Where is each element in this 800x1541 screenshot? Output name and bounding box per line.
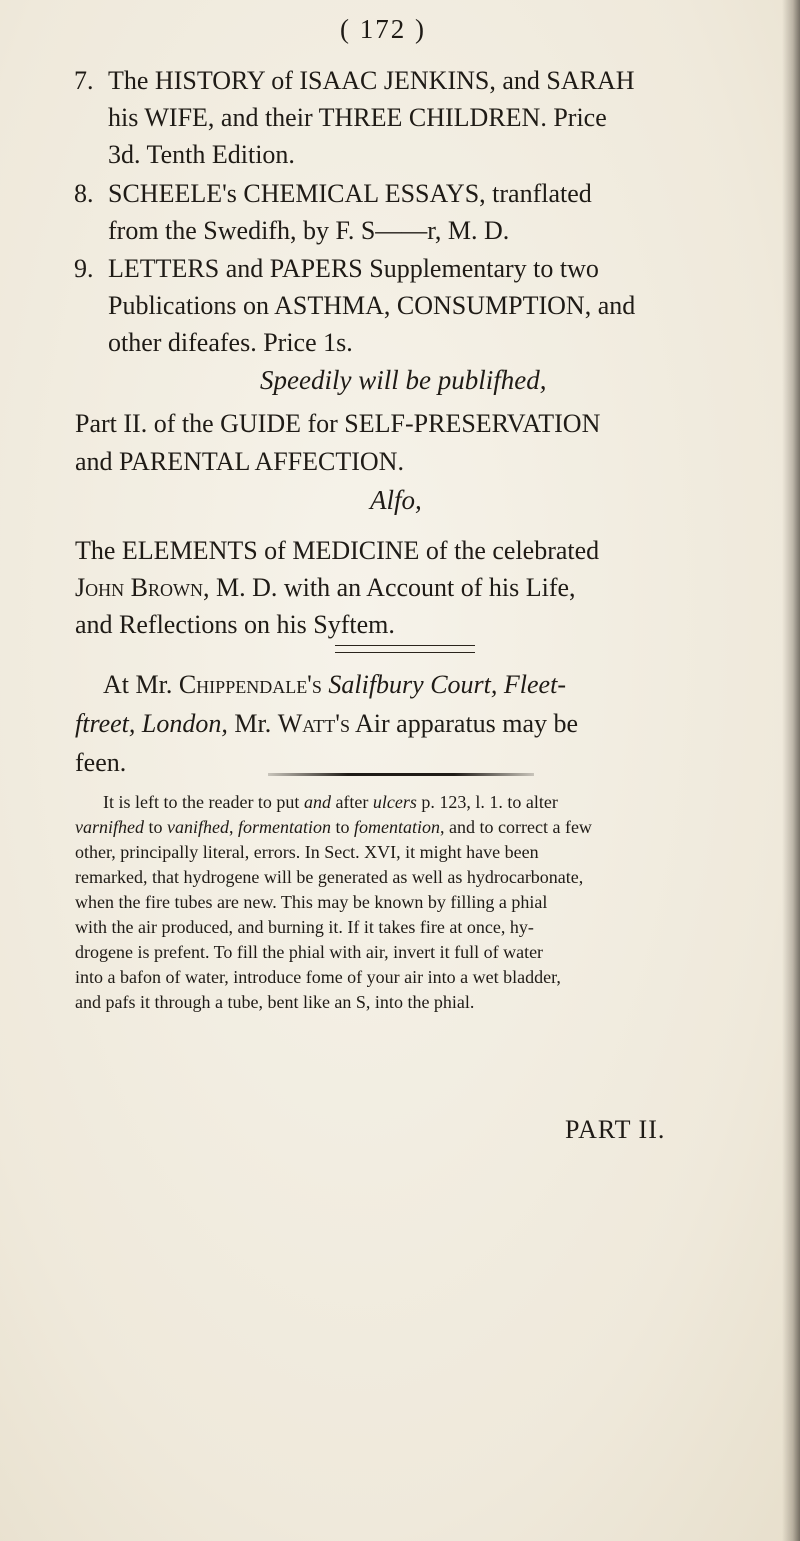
entry-line: Publications on ASTHMA, CONSUMPTION, and — [108, 291, 636, 320]
notice-mr: Mr. — [227, 709, 278, 738]
elements-line: and Reflections on his Syftem. — [75, 610, 395, 639]
errata-line: into a bafon of water, introduce fome of your air into a wet bladder, — [75, 967, 561, 987]
errata-line: with the air produced, and burning it. If it takes fire at once, hy- — [75, 917, 534, 937]
errata-text: after — [330, 792, 373, 812]
errata-text: , — [229, 817, 238, 837]
errata-text: It is left to the reader to put — [103, 792, 304, 812]
errata-line: other, principally literal, errors. In Sect. XVI, it might have been — [75, 842, 539, 862]
double-rule-divider — [335, 645, 475, 653]
entry-number: 9. — [74, 254, 94, 283]
catalog-entry-7 — [74, 62, 768, 173]
notice-place: Salifbury Court, Fleet- — [328, 670, 566, 699]
errata-text: ulcers — [372, 792, 417, 812]
errata-text: p. 123, l. 1. to alter — [416, 792, 558, 812]
part-two-line: and PARENTAL AFFECTION. — [75, 447, 404, 476]
errata-text: to — [331, 817, 355, 837]
catalog-entry-9 — [74, 250, 768, 361]
entry-line: The HISTORY of ISAAC JENKINS, and SARAH — [108, 66, 635, 95]
errata-text: and — [303, 792, 331, 812]
entry-number: 8. — [74, 179, 94, 208]
notice-line: feen. — [75, 748, 127, 777]
author-name: John Brown — [75, 573, 203, 602]
notice-place-2: ftreet, London, — [75, 709, 228, 738]
thick-rule-divider — [268, 773, 534, 776]
page-edge-shadow — [782, 0, 800, 1541]
elements-line — [75, 569, 775, 606]
watt-name: Watt's — [277, 709, 350, 738]
errata-line: remarked, that hydrogene will be generated as well as hydrocarbonate, — [75, 867, 584, 887]
notice-at: At Mr. — [103, 670, 179, 699]
chippendale-name: Chippendale's — [178, 670, 322, 699]
entry-line: SCHEELE's CHEMICAL ESSAYS, tranflated — [108, 179, 592, 208]
entry-line: 3d. Tenth Edition. — [108, 140, 295, 169]
apparatus-notice — [75, 665, 775, 782]
errata-text: formentation — [238, 817, 331, 837]
errata-text: , and to correct a few — [440, 817, 592, 837]
notice-line — [75, 665, 775, 704]
also-heading: Alfo, — [370, 485, 422, 515]
part-two-line: Part II. of the GUIDE for SELF-PRESERVATION — [75, 409, 601, 438]
speedily-heading: Speedily will be publifhed, — [260, 365, 547, 395]
errata-text: fomentation — [354, 817, 441, 837]
catalog-entry-8 — [74, 175, 768, 249]
errata-line — [75, 790, 775, 815]
part-two-announcement — [75, 405, 775, 481]
entry-line: LETTERS and PAPERS Supplementary to two — [108, 254, 599, 283]
notice-line — [75, 704, 775, 743]
errata-text: to — [144, 817, 168, 837]
errata-line: drogene is prefent. To fill the phial with air, invert it full of water — [75, 942, 544, 962]
entry-line: other difeafes. Price 1s. — [108, 328, 353, 357]
notice-rest: Air apparatus may be — [349, 709, 579, 738]
entry-line: his WIFE, and their THREE CHILDREN. Price — [108, 103, 607, 132]
errata-line: when the fire tubes are new. This may be known by filling a phial — [75, 892, 548, 912]
page-number: ( 172 ) — [340, 14, 426, 44]
errata-line — [75, 815, 775, 840]
elements-line: The ELEMENTS of MEDICINE of the celebrated — [75, 536, 600, 565]
errata-text: varnifhed — [75, 817, 144, 837]
errata-note — [75, 790, 775, 1015]
entry-line: from the Swedifh, by F. S——r, M. D. — [108, 216, 510, 245]
entry-number: 7. — [74, 66, 94, 95]
elements-line-rest: , M. D. with an Account of his Life, — [202, 573, 576, 602]
catchword: PART II. — [565, 1115, 666, 1144]
errata-text: vanifhed — [167, 817, 229, 837]
errata-line: and pafs it through a tube, bent like an S, into the phial. — [75, 992, 475, 1012]
elements-announcement — [75, 532, 775, 643]
